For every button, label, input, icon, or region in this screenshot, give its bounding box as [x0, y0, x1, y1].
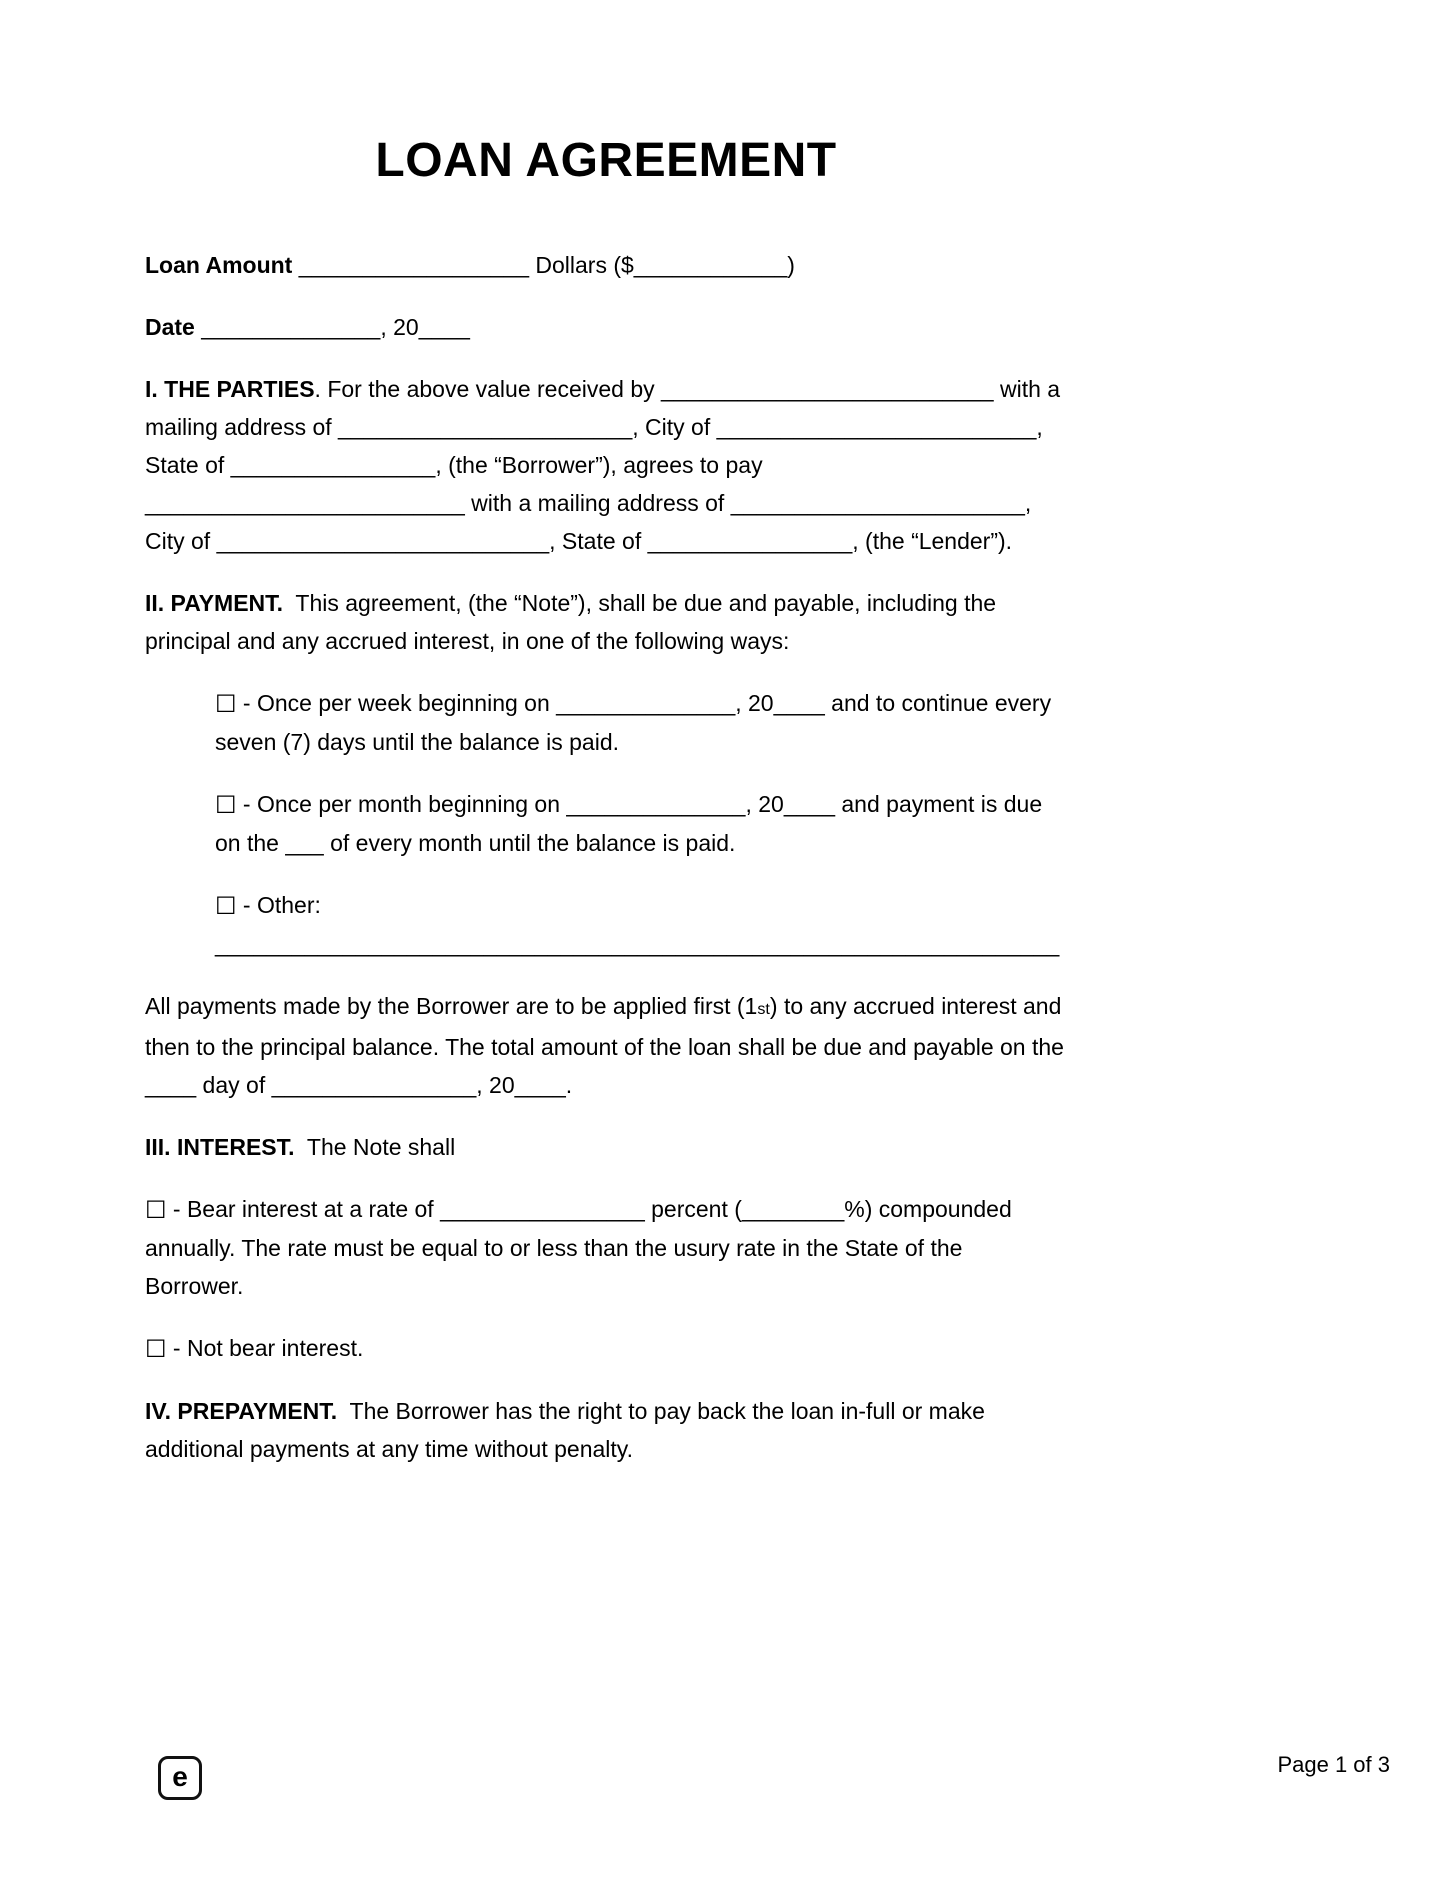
text-run: - Not bear interest. [166, 1335, 364, 1361]
bold-run: I. THE PARTIES [145, 376, 315, 402]
checkbox-icon[interactable]: ☐ [145, 1197, 167, 1224]
text-run: The Note shall [294, 1134, 456, 1160]
text-run: The Borrower has the right to pay back the loan in-full or make additional payments at any time without penalty. [145, 1398, 985, 1462]
text-run: ) to any accrued interest and then to the principal balance. The total amount of the loan shall be due and payable on the ____ day of ________________, 20____. [145, 993, 1064, 1098]
payment-option-other [215, 886, 1067, 963]
small-run: st [757, 1000, 770, 1018]
bold-run: II. PAYMENT. [145, 590, 284, 616]
section-payment-intro [145, 584, 1067, 660]
loan-amount-line [145, 246, 1067, 284]
text-run: This agreement, (the “Note”), shall be due and payable, including the principal and any accrued interest, in one of the following ways: [145, 590, 997, 654]
section-interest-heading [145, 1128, 1067, 1166]
checkbox-icon[interactable]: ☐ [145, 1336, 167, 1363]
checkbox-icon[interactable]: ☐ [215, 691, 237, 718]
text-run: ______________, 20____ [194, 314, 470, 340]
text-run: - Other: __________________________________________________________________ [215, 892, 1060, 957]
text-run: - Once per month beginning on ______________, 20____ and payment is due on the ___ of every month until the balance is paid. [215, 791, 1043, 856]
text-run: . For the above value received by __________________________ with a mailing address of _______________________, City of _________________________, State of ________________, (the “Borrower”), agrees to pay _________________________ with a mailing address of _______________________, City of __________________________, State of ________________, (the “Lender”). [145, 376, 1061, 554]
payment-option-monthly [215, 785, 1067, 862]
eforms-logo-letter: e [172, 1761, 188, 1792]
text-run: All payments made by the Borrower are to be applied first (1 [145, 993, 758, 1019]
bold-run: Date [145, 314, 195, 340]
bold-run: IV. PREPAYMENT. [145, 1398, 338, 1424]
text-run: - Bear interest at a rate of ________________ percent (________%) compounded annually. The rate must be equal to or less than the usury rate in the State of the Borrower. [145, 1196, 1012, 1299]
checkbox-icon[interactable]: ☐ [215, 792, 237, 819]
text-run: - Once per week beginning on ______________, 20____ and to continue every seven (7) days until the balance is paid. [215, 690, 1052, 755]
section-prepayment [145, 1392, 1067, 1468]
bold-run: Loan Amount [145, 252, 293, 278]
checkbox-icon[interactable]: ☐ [215, 893, 237, 920]
date-line [145, 308, 1067, 346]
payment-option-weekly [215, 684, 1067, 761]
interest-option-not-bear [145, 1329, 1067, 1368]
bold-run: III. INTEREST. [145, 1134, 295, 1160]
interest-option-bear [145, 1190, 1067, 1305]
page-number: Page 1 of 3 [1277, 1752, 1390, 1777]
section-parties [145, 370, 1067, 560]
document-title: LOAN AGREEMENT [375, 134, 837, 187]
document-body [145, 132, 1067, 1468]
text-run: __________________ Dollars ($____________) [292, 252, 795, 278]
eforms-logo [158, 1756, 202, 1800]
payments-applied-clause [145, 987, 1067, 1104]
